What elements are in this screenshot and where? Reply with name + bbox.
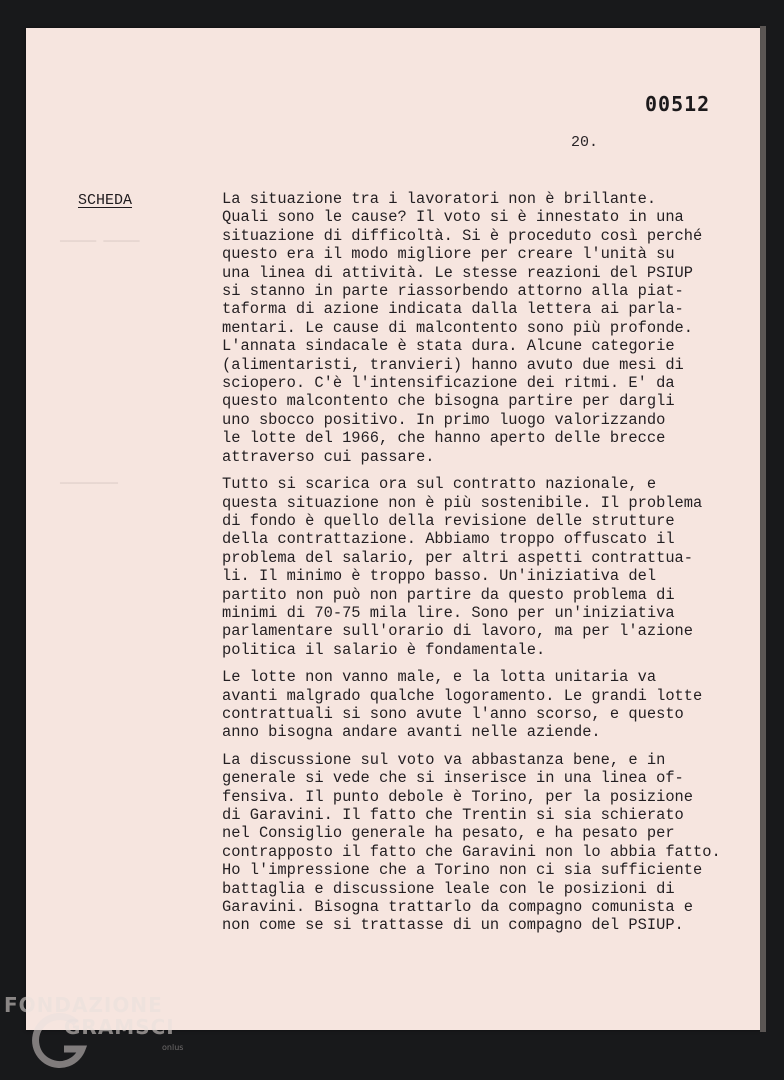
paragraph (222, 668, 742, 742)
text-line: L'annata sindacale è stata dura. Alcune categorie (222, 337, 675, 356)
text-line: problema del salario, per altri aspetti contrattua- (222, 548, 694, 567)
section-label: SCHEDA (78, 192, 133, 209)
text-line: La situazione tra i lavoratori non è brillante. (222, 190, 657, 208)
archive-watermark (4, 993, 204, 1073)
document-body (222, 190, 742, 944)
text-line: uno sbocco positivo. In primo luogo valorizzando (222, 410, 666, 429)
text-line: generale si vede che si inserisce in una linea of- (222, 769, 684, 788)
text-line: Ho l'impressione che a Torino non ci sia sufficiente (222, 861, 703, 880)
watermark-line3: onlus (162, 1043, 184, 1052)
text-line: della contrattazione. Abbiamo troppo offuscato il (222, 530, 675, 549)
text-line: si stanno in parte riassorbendo attorno alla piat- (222, 282, 684, 301)
text-line: Le lotte non vanno male, e la lotta unitaria va (222, 668, 657, 687)
text-line: questa situazione non è più sostenibile. Il problema (222, 493, 703, 512)
text-line: li. Il minimo è troppo basso. Un'iniziativa del (222, 567, 657, 586)
text-line: politica il salario è fondamentale. (222, 640, 546, 659)
text-line: non come se si trattasse di un compagno del PSIUP. (222, 916, 684, 935)
bleed-through-mark: ▁▁▁▁▁ ▁▁▁▁▁ (60, 229, 140, 243)
text-line: di Garavini. Il fatto che Trentin si sia schierato (222, 806, 684, 824)
document-number: 00512 (645, 92, 711, 116)
text-line: di fondo è quello della revisione delle strutture (222, 511, 675, 530)
text-line: sciopero. C'è l'intensificazione dei ritmi. E' da (222, 374, 675, 393)
text-line: anno bisogna andare avanti nelle aziende. (222, 723, 601, 742)
text-line: le lotte del 1966, che hanno aperto delle brecce (222, 429, 666, 448)
text-line: Garavini. Bisogna trattarlo da compagno comunista e (222, 898, 694, 917)
watermark-line1: FONDAZIONE (4, 993, 163, 1017)
text-line: questo malcontento che bisogna partire per dargli (222, 392, 675, 411)
page-number: 20. (571, 134, 599, 151)
text-line: Quali sono le cause? Il voto si è innestato in una (222, 208, 684, 227)
text-line: parlamentare sull'orario di lavoro, ma per l'azione (222, 622, 694, 641)
watermark-line2: GRAMSCI (64, 1015, 175, 1039)
text-line: fensiva. Il punto debole è Torino, per la posizione (222, 787, 694, 806)
text-line: minimi di 70-75 mila lire. Sono per un'iniziativa (222, 603, 675, 622)
paragraph (222, 190, 742, 466)
text-line: battaglia e discussione leale con le posizioni di (222, 879, 675, 898)
paragraph (222, 475, 742, 659)
text-line: La discussione sul voto va abbastanza bene, e in (222, 750, 666, 769)
text-line: situazione di difficoltà. Si è proceduto così perché (222, 226, 703, 245)
text-line: una linea di attività. Le stesse reazioni del PSIUP (222, 263, 694, 282)
paragraph (222, 751, 742, 935)
text-line: nel Consiglio generale ha pesato, e ha pesato per (222, 824, 675, 843)
text-line: avanti malgrado qualche logoramento. Le grandi lotte (222, 686, 703, 705)
bleed-through-mark: ▁▁▁▁▁▁▁▁ (60, 471, 118, 485)
text-line: (alimentaristi, tranvieri) hanno avuto due mesi di (222, 355, 684, 374)
text-line: Tutto si scarica ora sul contratto nazionale, e (222, 475, 657, 494)
page-edge (760, 26, 766, 1032)
text-line: attraverso cui passare. (222, 447, 435, 466)
text-line: questo era il modo migliore per creare l'unità su (222, 245, 675, 264)
text-line: contrattuali si sono avute l'anno scorso, e questo (222, 704, 684, 723)
text-line: taforma di azione indicata dalla lettera ai parla- (222, 300, 684, 319)
text-line: contrapposto il fatto che Garavini non lo abbia fatto. (222, 842, 721, 861)
text-line: partito non può non partire da questo problema di (222, 585, 675, 604)
text-line: mentari. Le cause di malcontento sono più profonde. (222, 318, 694, 337)
